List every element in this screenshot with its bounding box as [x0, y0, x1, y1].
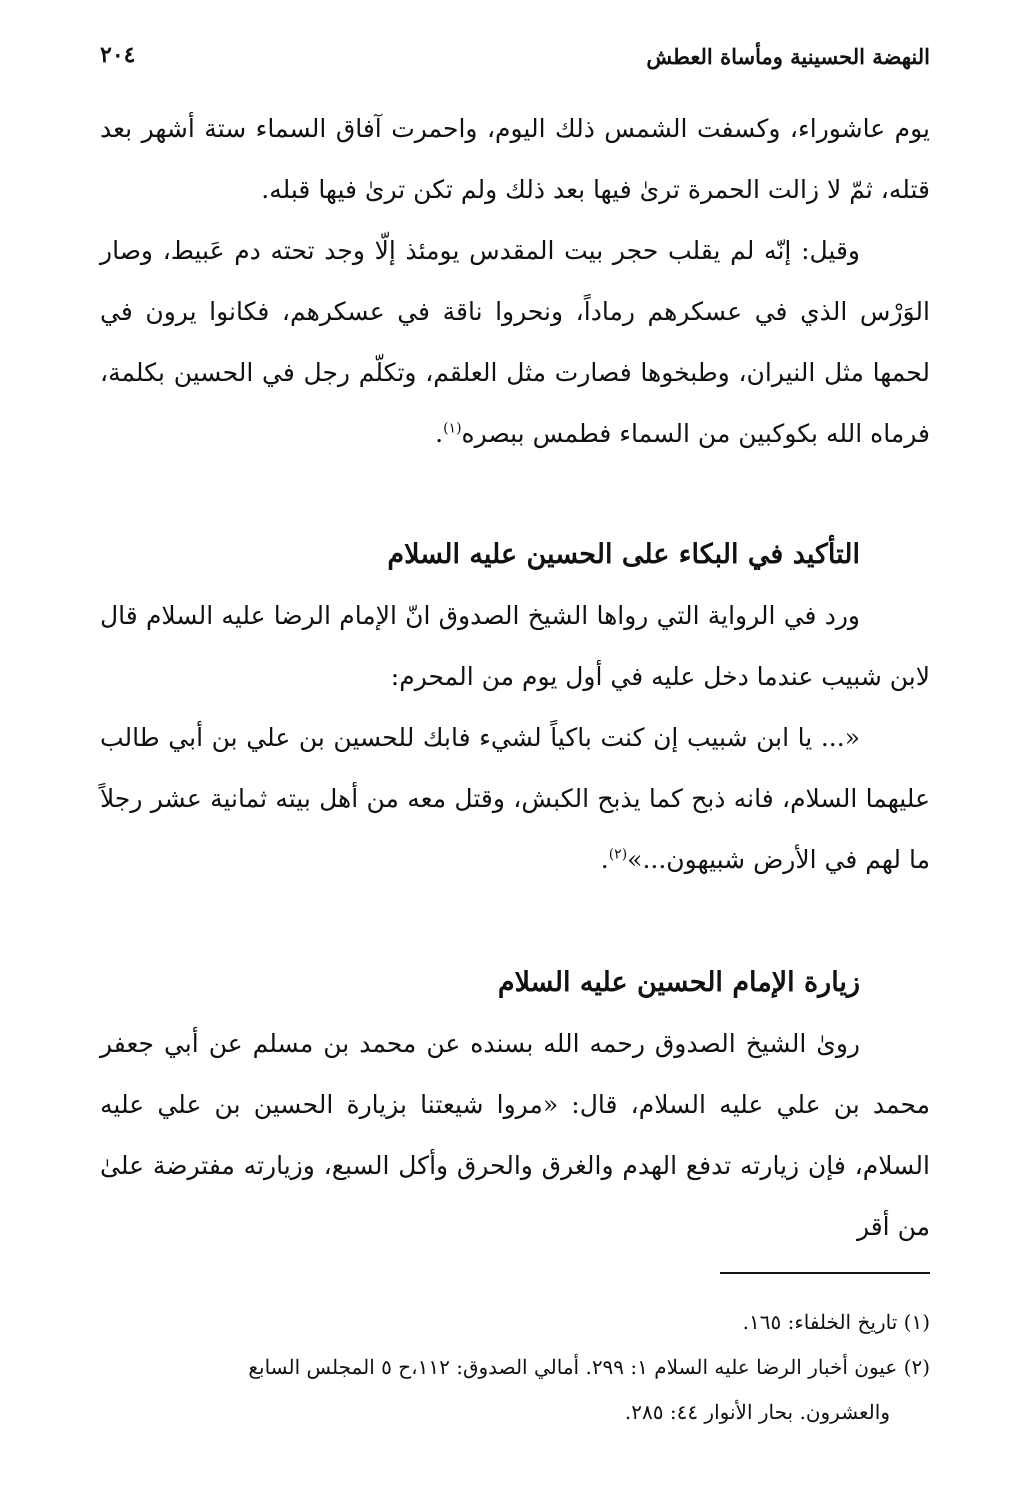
footnote-1: (١) تاريخ الخلفاء: ١٦٥.	[742, 1310, 930, 1334]
footnotes	[100, 1300, 930, 1435]
section-heading-ziyara: زيارة الإمام الحسين عليه السلام	[497, 967, 860, 998]
footnote-ref-1: (١)	[443, 420, 462, 437]
page-body	[100, 98, 930, 1257]
footnote-separator	[720, 1272, 930, 1274]
footnote-2: (٢) عيون أخبار الرضا عليه السلام ١: ٢٩٩. أمالي الصدوق: ١١٢،ح ٥ المجلس السابع	[248, 1355, 930, 1379]
paragraph-4-quote: «... يا ابن شبيب إن كنت باكياً لشيء فابك للحسين بن علي بن أبي طالب عليهما السلام، فانه ذبح كما يذبح الكبش، وقتل معه من أهل بيته ثمانية عشر رجلاً ما لهم في الأرض شبيهون...»$^{(٢)}$.	[100, 723, 930, 874]
section-heading-mourning: التأكيد في البكاء على الحسين عليه السلام	[387, 539, 860, 570]
page-header	[100, 40, 930, 80]
paragraph-5: روىٰ الشيخ الصدوق رحمه الله بسنده عن محمد بن مسلم عن أبي جعفر محمد بن علي عليه السلام، قال: «مروا شيعتنا بزيارة الحسين بن علي عليه السلام، فإن زيارته تدفع الهدم والغرق والحرق وأكل السبع، وزيارته مفترضة علىٰ من أقر	[100, 1029, 930, 1241]
footnote-ref-2: (٢)	[608, 846, 628, 863]
paragraph-1: يوم عاشوراء، وكسفت الشمس ذلك اليوم، واحمرت آفاق السماء ستة أشهر بعد قتله، ثمّ لا زالت الحمرة ترىٰ فيها بعد ذلك ولم تكن ترىٰ فيها قبله.	[100, 114, 930, 204]
footnote-2-continued: والعشرون. بحار الأنوار ٤٤: ٢٨٥.	[624, 1400, 890, 1424]
paragraph-3: ورد في الرواية التي رواها الشيخ الصدوق انّ الإمام الرضا عليه السلام قال لابن شبيب عندما دخل عليه في أول يوم من المحرم:	[100, 601, 930, 691]
paragraph-2: وقيل: إنّه لم يقلب حجر بيت المقدس يومئذ إلّا وجد تحته دم عَبيط، وصار الوَرْس الذي في عسكرهم رماداً، ونحروا ناقة في عسكرهم، فكانوا يرون في لحمها مثل النيران، وطبخوها فصارت مثل العلقم، وتكلّم رجل في الحسين بكلمة، فرماه الله بكوكبين من السماء فطمس ببصره$^{(١)}$.	[100, 236, 930, 448]
page-number: ٢٠٤	[100, 42, 136, 68]
running-title: النهضة الحسينية ومأساة العطش	[646, 44, 930, 69]
